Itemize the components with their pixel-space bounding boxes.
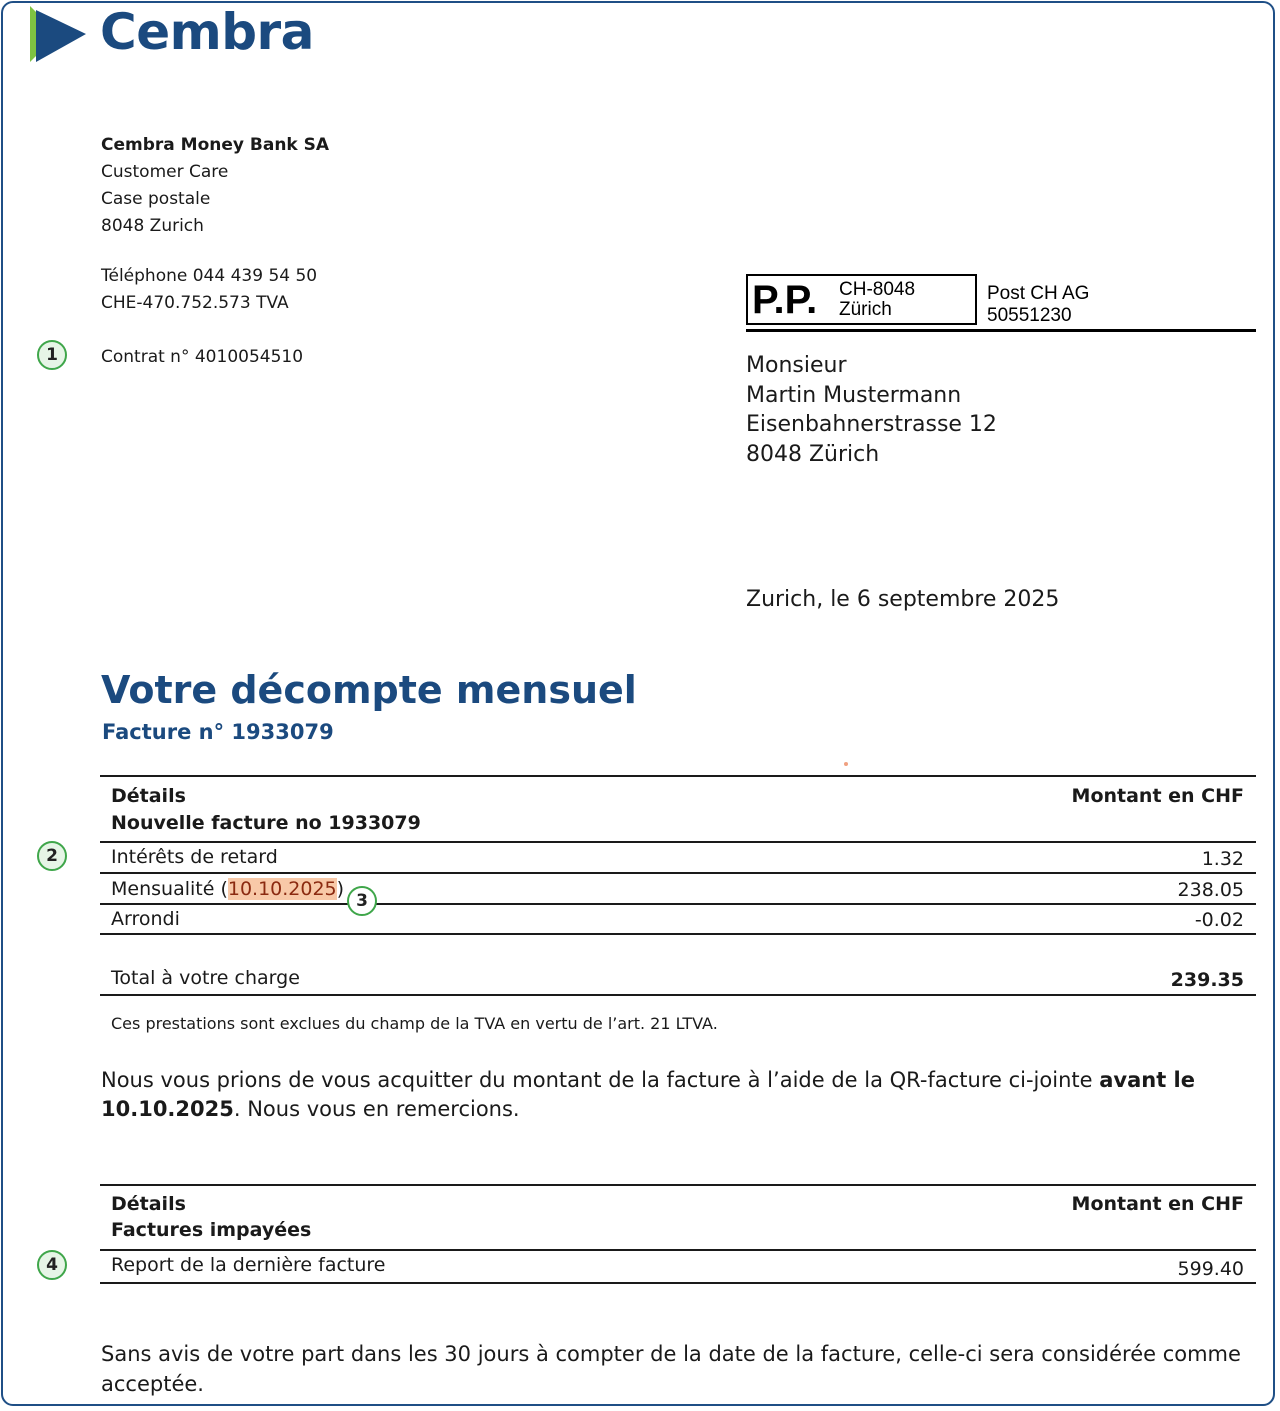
recipient-street: Eisenbahnerstrasse 12 xyxy=(746,412,997,437)
cembra-logo-icon xyxy=(28,4,90,64)
recipient-name: Martin Mustermann xyxy=(746,382,962,408)
table1-row-amount: 1.32 xyxy=(1201,848,1244,870)
postage-number: 50551230 xyxy=(987,305,1072,326)
invoice-number: Facture n° 1933079 xyxy=(102,720,334,744)
vat-note: Ces prestations sont exclues du champ de la TVA en vertu de l’art. 21 LTVA. xyxy=(111,1014,718,1033)
payment-thanks: . Nous vous en remercions. xyxy=(233,1097,520,1121)
installment-label-suffix: ) xyxy=(336,878,345,900)
table1-row-rule xyxy=(100,872,1256,874)
sender-company: Cembra Money Bank SA xyxy=(101,135,330,155)
table2-row-label: Report de la dernière facture xyxy=(111,1254,386,1276)
marker-4: 4 xyxy=(37,1250,67,1280)
table1-header-rule xyxy=(100,841,1256,843)
postage-carrier-name: Post CH AG xyxy=(987,283,1090,304)
table1-section-title: Nouvelle facture no 1933079 xyxy=(111,812,421,834)
table1-row-label: Intérêts de retard xyxy=(111,846,278,868)
installment-label: Mensualité ( xyxy=(111,878,228,900)
table1-body-rule xyxy=(100,933,1256,935)
postage-zip: CH-8048 xyxy=(839,279,916,300)
marker-2: 2 xyxy=(37,841,67,871)
installment-date-highlight: 10.10.2025 xyxy=(227,878,337,900)
table1-row-label xyxy=(111,876,344,902)
closing-note: Sans avis de votre part dans les 30 jours à compter de la date de la facture, celle-ci sera considérée comme acceptée. xyxy=(101,1342,1241,1396)
table2-header-rule xyxy=(100,1249,1256,1251)
page-title: Votre décompte mensuel xyxy=(101,668,637,712)
postage-divider xyxy=(746,329,1256,332)
table1-row-amount: 238.05 xyxy=(1177,879,1244,901)
table1-header-amount: Montant en CHF xyxy=(1071,785,1244,807)
marker-1: 1 xyxy=(37,340,67,370)
postage-city: Zürich xyxy=(839,299,892,320)
table2-top-rule xyxy=(100,1184,1256,1186)
table1-top-rule xyxy=(100,775,1256,777)
recipient-salutation: Monsieur xyxy=(746,353,847,378)
sender-vat: CHE-470.752.573 TVA xyxy=(101,293,289,313)
marker-3: 3 xyxy=(347,886,377,916)
table1-total-rule xyxy=(100,994,1256,996)
sender-contact xyxy=(101,263,317,317)
table2-row-amount: 599.40 xyxy=(1177,1258,1244,1280)
total-amount: 239.35 xyxy=(1170,969,1244,991)
sender-address xyxy=(101,132,329,240)
postage-pp-label: P.P. xyxy=(752,278,818,322)
payment-deadline: avant le 10.10.2025 xyxy=(101,1068,1195,1121)
table2-header-details: Détails xyxy=(111,1193,186,1215)
sender-department: Customer Care xyxy=(101,162,229,182)
letter-date: Zurich, le 6 septembre 2025 xyxy=(746,587,1060,612)
postage-carrier xyxy=(987,283,1089,327)
table1-header-details: Détails xyxy=(111,785,186,807)
postage-location xyxy=(839,280,915,320)
sender-city: 8048 Zurich xyxy=(101,216,204,236)
table1-row-label: Arrondi xyxy=(111,908,180,930)
recipient-address xyxy=(746,351,997,469)
payment-text: Nous vous prions de vous acquitter du montant de la facture à l’aide de la QR-facture ci-jointe xyxy=(101,1068,1100,1092)
total-label: Total à votre charge xyxy=(111,967,300,989)
table2-bottom-rule xyxy=(100,1282,1256,1284)
stray-mark xyxy=(844,762,848,766)
sender-phone: Téléphone 044 439 54 50 xyxy=(101,266,318,286)
recipient-city: 8048 Zürich xyxy=(746,441,880,467)
table1-row-amount: -0.02 xyxy=(1194,909,1244,931)
table2-header-amount: Montant en CHF xyxy=(1071,1193,1244,1215)
table2-section-title: Factures impayées xyxy=(111,1219,312,1241)
logo-wordmark: Cembra xyxy=(100,3,314,61)
contract-number: Contrat n° 4010054510 xyxy=(101,347,304,367)
payment-instruction xyxy=(101,1066,1231,1124)
table1-row-rule xyxy=(100,903,1256,905)
sender-po-box: Case postale xyxy=(101,189,211,209)
